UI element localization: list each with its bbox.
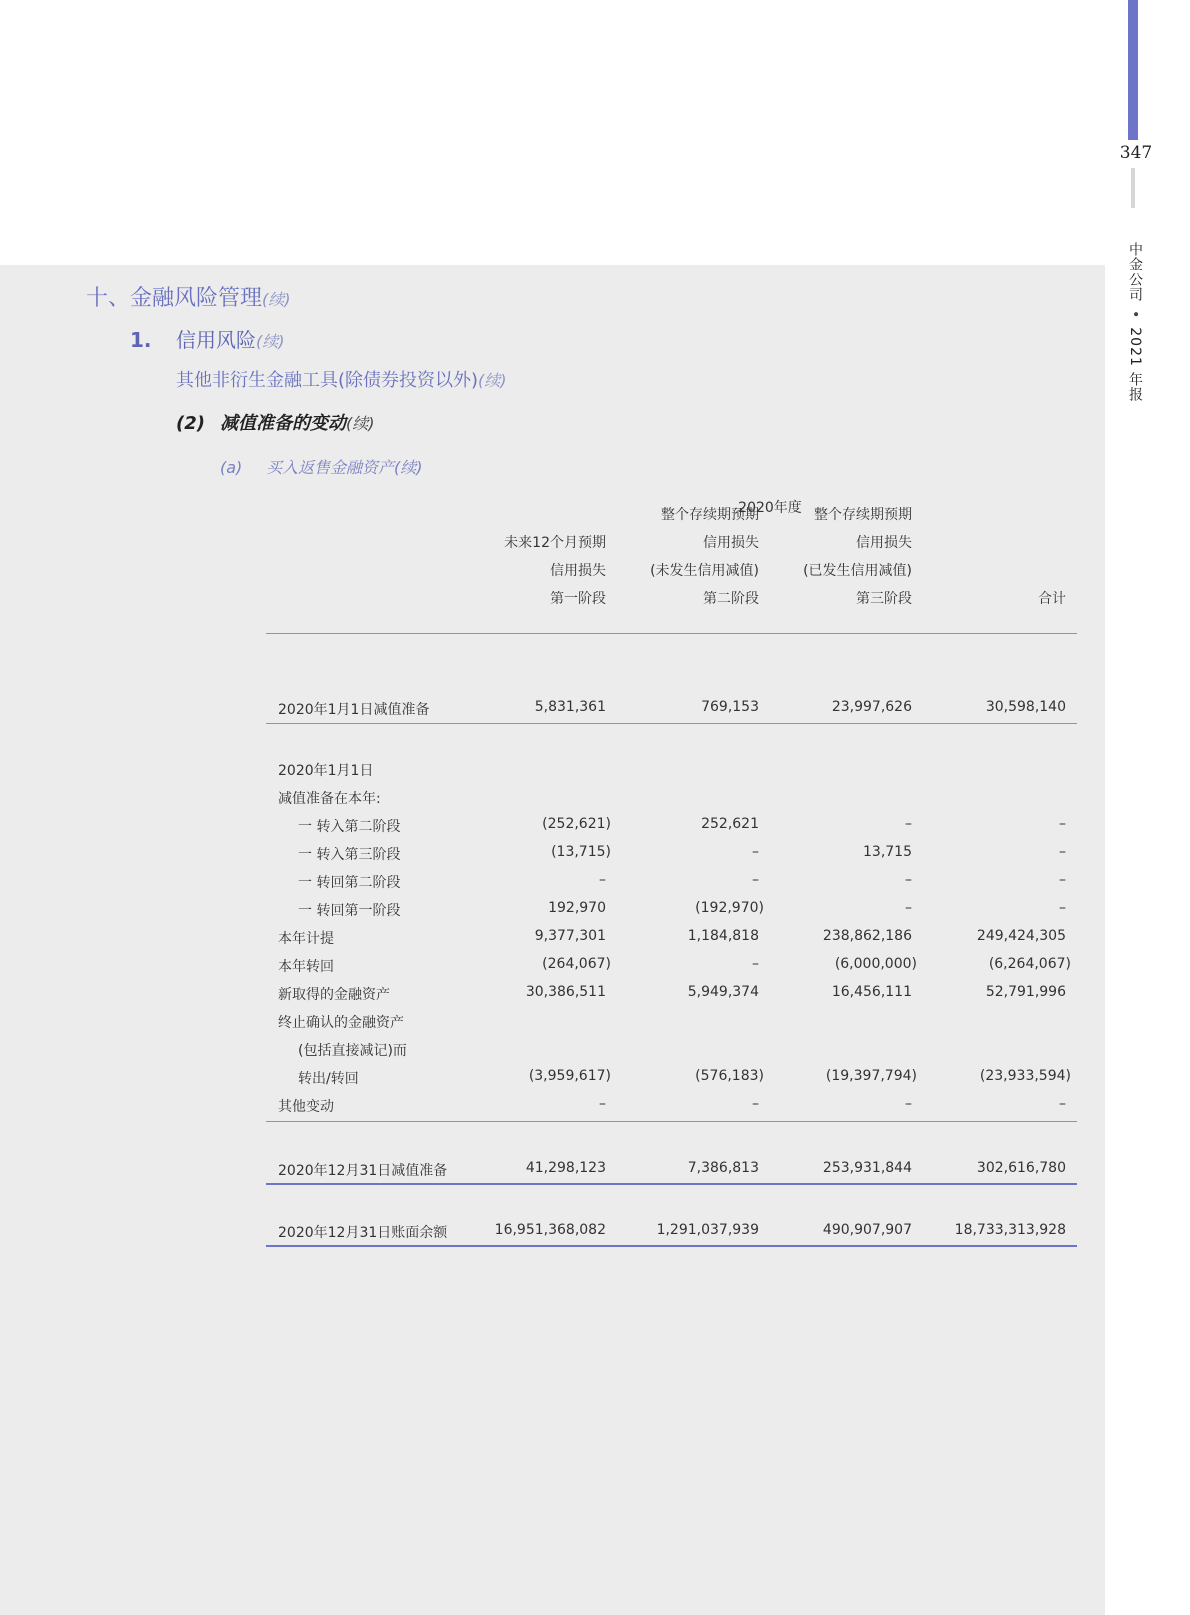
row-label: 2020年12月31日账面余额 xyxy=(278,1225,448,1241)
table-cell: 18,733,313,928 xyxy=(954,1222,1066,1238)
topic-heading xyxy=(176,366,507,392)
table-cell: – xyxy=(1059,900,1066,916)
table-cell: – xyxy=(1059,816,1066,832)
subsection-title: 信用风险 xyxy=(176,328,256,352)
row-label: 减值准备在本年: xyxy=(278,791,381,807)
column-header: 信用损失 xyxy=(703,535,759,551)
row-label: 其他变动 xyxy=(278,1099,334,1115)
row-label: 新取得的金融资产 xyxy=(278,987,390,1003)
sidebar-accent-bar xyxy=(1128,0,1138,140)
column-header: 第二阶段 xyxy=(703,591,759,607)
row-label: 2020年1月1日 xyxy=(278,763,374,779)
page-number: 347 xyxy=(1119,143,1153,163)
table-cell: (19,397,794) xyxy=(825,1068,917,1084)
table-cell: (6,000,000) xyxy=(834,956,917,972)
table-cell: 30,386,511 xyxy=(525,984,606,1000)
table-cell: 5,949,374 xyxy=(687,984,759,1000)
table-cell: – xyxy=(752,956,759,972)
table-cell: 30,598,140 xyxy=(985,699,1066,715)
table-cell: – xyxy=(905,900,912,916)
table-cell: 16,456,111 xyxy=(831,984,912,1000)
column-header: 第一阶段 xyxy=(550,591,606,607)
table-cell: – xyxy=(905,872,912,888)
continued-note: (续) xyxy=(262,290,291,309)
year-header: 2020年度 xyxy=(738,500,802,516)
section-title: 十、金融风险管理 xyxy=(86,286,263,311)
row-label: 2020年1月1日减值准备 xyxy=(278,702,430,718)
report-year: 2021 年报 xyxy=(1127,327,1143,403)
table-cell: (192,970) xyxy=(695,900,764,916)
row-label: 本年计提 xyxy=(278,931,334,947)
row-label: 终止确认的金融资产 xyxy=(278,1015,404,1031)
item-heading xyxy=(176,409,375,435)
table-cell: 249,424,305 xyxy=(976,928,1066,944)
table-cell: 13,715 xyxy=(863,844,912,860)
table-cell: 1,184,818 xyxy=(687,928,759,944)
column-header: 整个存续期预期 xyxy=(814,507,912,523)
table-cell: (3,959,617) xyxy=(528,1068,611,1084)
table-cell: – xyxy=(905,1096,912,1112)
table-cell: – xyxy=(599,872,606,888)
movements-rule xyxy=(266,1121,1077,1122)
table-cell: (6,264,067) xyxy=(988,956,1071,972)
column-header: 整个存续期预期 xyxy=(661,507,759,523)
sub-item-label: (a) xyxy=(220,458,243,477)
table-cell: – xyxy=(1059,1096,1066,1112)
item-number: (2) xyxy=(176,413,205,434)
subsection-number: 1. xyxy=(130,328,152,352)
table-cell: 52,791,996 xyxy=(985,984,1066,1000)
column-header: 第三阶段 xyxy=(856,591,912,607)
header-rule xyxy=(266,633,1077,634)
row-label: 一 转入第三阶段 xyxy=(298,847,401,863)
table-cell: (23,933,594) xyxy=(979,1068,1071,1084)
table-cell: 16,951,368,082 xyxy=(494,1222,606,1238)
table-cell: 23,997,626 xyxy=(831,699,912,715)
row-label: 一 转回第二阶段 xyxy=(298,875,401,891)
topic-title: 其他非衍生金融工具(除债券投资以外) xyxy=(176,370,479,391)
sidebar-vertical-title xyxy=(1125,242,1145,402)
table-cell: – xyxy=(1059,872,1066,888)
section-heading xyxy=(86,281,291,312)
table-cell: 253,931,844 xyxy=(822,1160,912,1176)
table-cell: – xyxy=(752,872,759,888)
table-cell: (13,715) xyxy=(551,844,611,860)
item-title: 减值准备的变动 xyxy=(220,413,346,434)
table-cell: – xyxy=(752,844,759,860)
sub-item-heading xyxy=(220,455,423,478)
table-cell: 1,291,037,939 xyxy=(656,1222,759,1238)
column-header: 信用损失 xyxy=(550,563,606,579)
continued-note: (续) xyxy=(256,332,285,351)
closing-balance-rule xyxy=(266,1183,1077,1185)
table-cell: (252,621) xyxy=(542,816,611,832)
table-cell: 7,386,813 xyxy=(687,1160,759,1176)
table-cell: – xyxy=(752,1096,759,1112)
column-header: 未来12个月预期 xyxy=(504,535,606,551)
table-cell: – xyxy=(599,1096,606,1112)
row-label: (包括直接减记)而 xyxy=(298,1043,407,1059)
table-cell: 252,621 xyxy=(701,816,759,832)
table-cell: (264,067) xyxy=(542,956,611,972)
table-cell: 192,970 xyxy=(548,900,606,916)
subsection-heading xyxy=(130,324,285,353)
table-cell: 302,616,780 xyxy=(976,1160,1066,1176)
table-cell: 238,862,186 xyxy=(822,928,912,944)
table-cell: 490,907,907 xyxy=(822,1222,912,1238)
table-cell: – xyxy=(1059,844,1066,860)
table-cell: 769,153 xyxy=(701,699,759,715)
sidebar xyxy=(1105,0,1190,1615)
continued-note: (续) xyxy=(478,371,507,390)
row-label: 转出/转回 xyxy=(298,1071,359,1087)
separator-dot: • xyxy=(1127,310,1143,320)
column-header: (未发生信用减值) xyxy=(650,563,759,579)
column-header: 合计 xyxy=(1038,591,1066,607)
gross-balance-rule xyxy=(266,1245,1077,1247)
opening-balance-rule xyxy=(266,723,1077,724)
row-label: 一 转回第一阶段 xyxy=(298,903,401,919)
company-name: 中金公司 xyxy=(1127,242,1143,302)
table-cell: 41,298,123 xyxy=(525,1160,606,1176)
table-cell: 5,831,361 xyxy=(534,699,606,715)
column-header: (已发生信用减值) xyxy=(803,563,912,579)
table-cell: (576,183) xyxy=(695,1068,764,1084)
row-label: 2020年12月31日减值准备 xyxy=(278,1163,448,1179)
column-header: 信用损失 xyxy=(856,535,912,551)
row-label: 一 转入第二阶段 xyxy=(298,819,401,835)
table-cell: – xyxy=(905,816,912,832)
sidebar-divider xyxy=(1131,168,1135,208)
row-label: 本年转回 xyxy=(278,959,334,975)
continued-note: (续) xyxy=(346,414,375,433)
table-cell: 9,377,301 xyxy=(534,928,606,944)
sub-item-title: 买入返售金融资产(续) xyxy=(266,458,423,477)
